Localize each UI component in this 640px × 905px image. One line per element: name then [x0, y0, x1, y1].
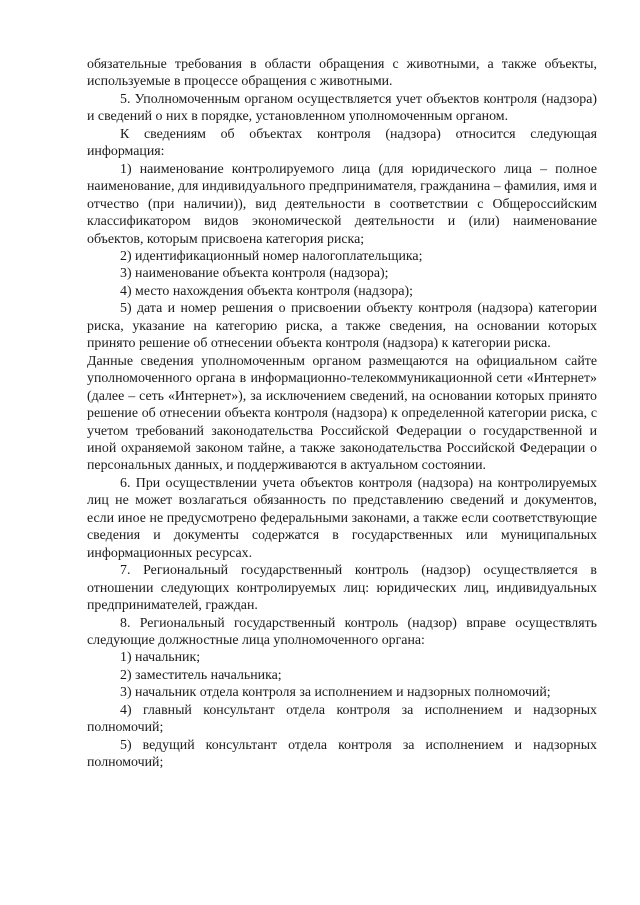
document-body	[87, 56, 597, 772]
official-item-3: 3) начальник отдела контроля за исполнением и надзорных полномочий;	[120, 685, 551, 701]
list-item-4-location: 4) место нахождения объекта контроля (надзора);	[120, 283, 414, 299]
paragraph-item-6: 6. При осуществлении учета объектов контроля (надзора) на контролируемых лиц не может возлагаться обязанность по представлению сведений и документов, если иное не предусмотрено федеральными законами, а также если соответствующие сведения и документы содержатся в государственных или муниципальных информационных ресурсах.	[87, 475, 597, 561]
list-item-1-name: 1) наименование контролируемого лица (для юридического лица – полное наименование, для индивидуального предпринимателя, гражданина – фамилия, имя и отчество (при наличии)), вид деятельности в соответствии с Общероссийским классификатором видов экономической деятельности и (или) наименование объектов, которым присвоена категория риска;	[87, 161, 597, 247]
official-item-1: 1) начальник;	[120, 650, 201, 666]
paragraph-continuation: обязательные требования в области обращения с животными, а также объекты, используемые в процессе обращения с животными.	[87, 57, 597, 90]
paragraph-information-intro: К сведениям об объектах контроля (надзора) относится следующая информация:	[87, 126, 597, 160]
official-item-5: 5) ведущий консультант отдела контроля за исполнением и надзорных полномочий;	[87, 737, 597, 771]
list-item-3-object-name: 3) наименование объекта контроля (надзора);	[120, 266, 389, 282]
paragraph-publication: Данные сведения уполномоченным органом размещаются на официальном сайте уполномоченного органа в информационно-телекоммуникационной сети «Интернет» (далее – сеть «Интернет»), за исключением сведений, на основании которых принято решение об отнесении объекта контроля (надзора) к определенной категории риска, с учетом требований законодательства Российской Федерации о государственной и иной охраняемой законом тайне, а также законодательства Российской Федерации о персональных данных, и поддерживаются в актуальном состоянии.	[87, 353, 597, 474]
list-item-2-inn: 2) идентификационный номер налогоплательщика;	[120, 248, 423, 264]
paragraph-item-7: 7. Региональный государственный контроль (надзор) осуществляется в отношении следующих контролируемых лиц: юридических лиц, индивидуальных предпринимателей, граждан.	[87, 563, 597, 614]
official-item-2: 2) заместитель начальника;	[120, 667, 282, 683]
paragraph-item-8: 8. Региональный государственный контроль (надзор) вправе осуществлять следующие должностные лица уполномоченного органа:	[87, 615, 597, 648]
list-item-5-decision: 5) дата и номер решения о присвоении объекту контроля (надзора) категории риска, указание на категорию риска, а также сведения, на основании которых принято решение об отнесении объекта контроля (надзора) к категории риска.	[87, 301, 597, 352]
paragraph-item-5-accounting: 5. Уполномоченным органом осуществляется учет объектов контроля (надзора) и сведений о них в порядке, установленном уполномоченным органом.	[87, 91, 597, 125]
official-item-4: 4) главный консультант отдела контроля за исполнением и надзорных полномочий;	[87, 702, 597, 736]
